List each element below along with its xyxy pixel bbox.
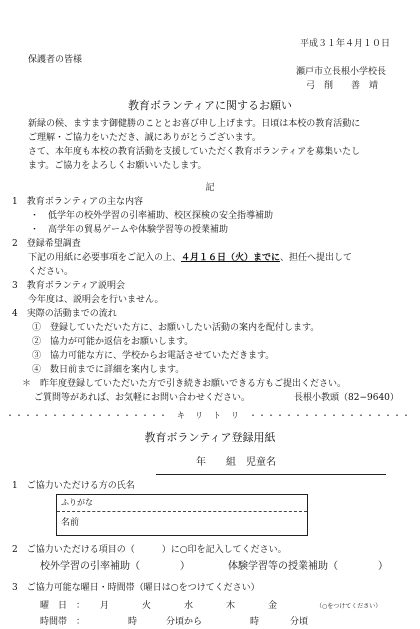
section-2-title: 2 登録希望調査	[12, 239, 81, 249]
section-1-item-2: ・ 高学年の貿易ゲームや体験学習等の授業補助	[30, 225, 229, 235]
weekday-label: 曜 日 ：	[40, 601, 86, 611]
section-2-line-1	[28, 254, 352, 263]
submission-deadline: ４月１６日（火）までに	[181, 253, 281, 263]
form-q1: 1 ご協力いただける方の氏名	[12, 481, 135, 491]
section-2-text-pre: 下記の用紙に必要事項をご記入の上、	[28, 253, 182, 263]
note-questions: ご質問等があれば、お気軽にお問い合わせください。	[34, 393, 251, 403]
section-1-item-1: ・ 低学年の校外学習の引率補助、校区探検の安全指導補助	[30, 211, 274, 221]
section-3-line: 今年度は、説明会を行いません。	[28, 295, 164, 305]
weekday-wed[interactable]: 水	[184, 601, 194, 611]
section-2-text-post: 、担任へ提出して	[280, 253, 353, 263]
letter-date: 平成３１年４月１０日	[300, 39, 391, 49]
contact-info: 長根小教頭（82−9640）	[294, 393, 399, 403]
option-field-trip-escort[interactable]: 校外学習の引率補助（ ）	[40, 561, 190, 572]
section-4-step-3: ③ 協力可能な方に、学校からお電話させていただきます。	[32, 351, 275, 361]
form-title: 教育ボランティア登録用紙	[144, 431, 276, 444]
weekday-fri[interactable]: 金	[268, 601, 278, 611]
weekday-thu[interactable]: 木	[226, 601, 236, 611]
intro-line-3: さて、本年度も本校の教育活動を支援していただく教育ボランティアを募集いたし	[28, 147, 361, 157]
weekday-circle-note: （○をつけてください）	[316, 603, 382, 610]
section-4-title: 4 実際の活動までの流れ	[12, 309, 117, 319]
section-1-title: 1 教育ボランティアの主な内容	[12, 197, 144, 207]
note-previous-registrants: ＊ 昨年度登録していただいた方で引き続きお願いできる方もご提出ください。	[22, 379, 347, 389]
section-3-title: 3 教育ボランティア説明会	[12, 281, 126, 291]
time-end-hour-unit: 時	[250, 617, 260, 627]
intro-line-1: 新緑の候、ますます御健勝のこととお喜び申し上げます。日頃は本校の教育活動に	[28, 119, 361, 129]
form-q3: 3 ご協力可能な曜日・時間帯（曜日は○をつけてください）	[12, 583, 260, 593]
class-and-student-name-label: 年 組 児童名	[196, 457, 276, 468]
section-2-line-2: ください。	[28, 267, 74, 277]
intro-line-2: ご理解・ご協力をいただき、誠にありがとうございます。	[28, 133, 261, 143]
form-q2: 2 ご協力いただける項目の（ ）に○印を記入してください。	[12, 545, 287, 555]
name-entry-box[interactable]	[56, 494, 308, 536]
section-4-step-2: ② 協力が可能か返信をお願いします。	[32, 337, 194, 347]
name-label: 名前	[61, 518, 80, 528]
intro-line-4: ます。ご協力をよろしくお願いいたします。	[28, 161, 207, 171]
option-hands-on-lesson-support[interactable]: 体験学習等の授業補助（ ）	[228, 561, 388, 572]
section-4-step-1: ① 登録していただいた方に、お願いしたい活動の案内を配付します。	[32, 323, 320, 333]
letter-title: 教育ボランティアに関するお願い	[127, 99, 293, 112]
time-end-minute-unit: 分頃	[290, 617, 309, 627]
furigana-label: ふりがな	[61, 498, 93, 507]
section-4-step-4: ④ 数日前までに詳細を案内します。	[32, 365, 185, 375]
ki-mark: 記	[205, 183, 215, 193]
time-start-minute-unit: 分頃から	[166, 617, 203, 627]
weekday-tue[interactable]: 火	[142, 601, 152, 611]
weekday-mon[interactable]: 月	[100, 601, 110, 611]
furigana-divider	[57, 511, 307, 512]
principal-name: 弓 削 善 靖	[306, 81, 379, 91]
time-label: 時間帯 ：	[40, 617, 86, 627]
time-start-hour-unit: 時	[128, 617, 138, 627]
addressee: 保護者の皆様	[28, 55, 83, 65]
cut-line: ・・・・・・・・・・・・・・・・・・ キ リ ト リ ・・・・・・・・・・・・・・・・・・	[6, 411, 411, 420]
school-name: 瀬戸市立長根小学校長	[296, 67, 387, 77]
student-name-underline	[156, 474, 386, 475]
